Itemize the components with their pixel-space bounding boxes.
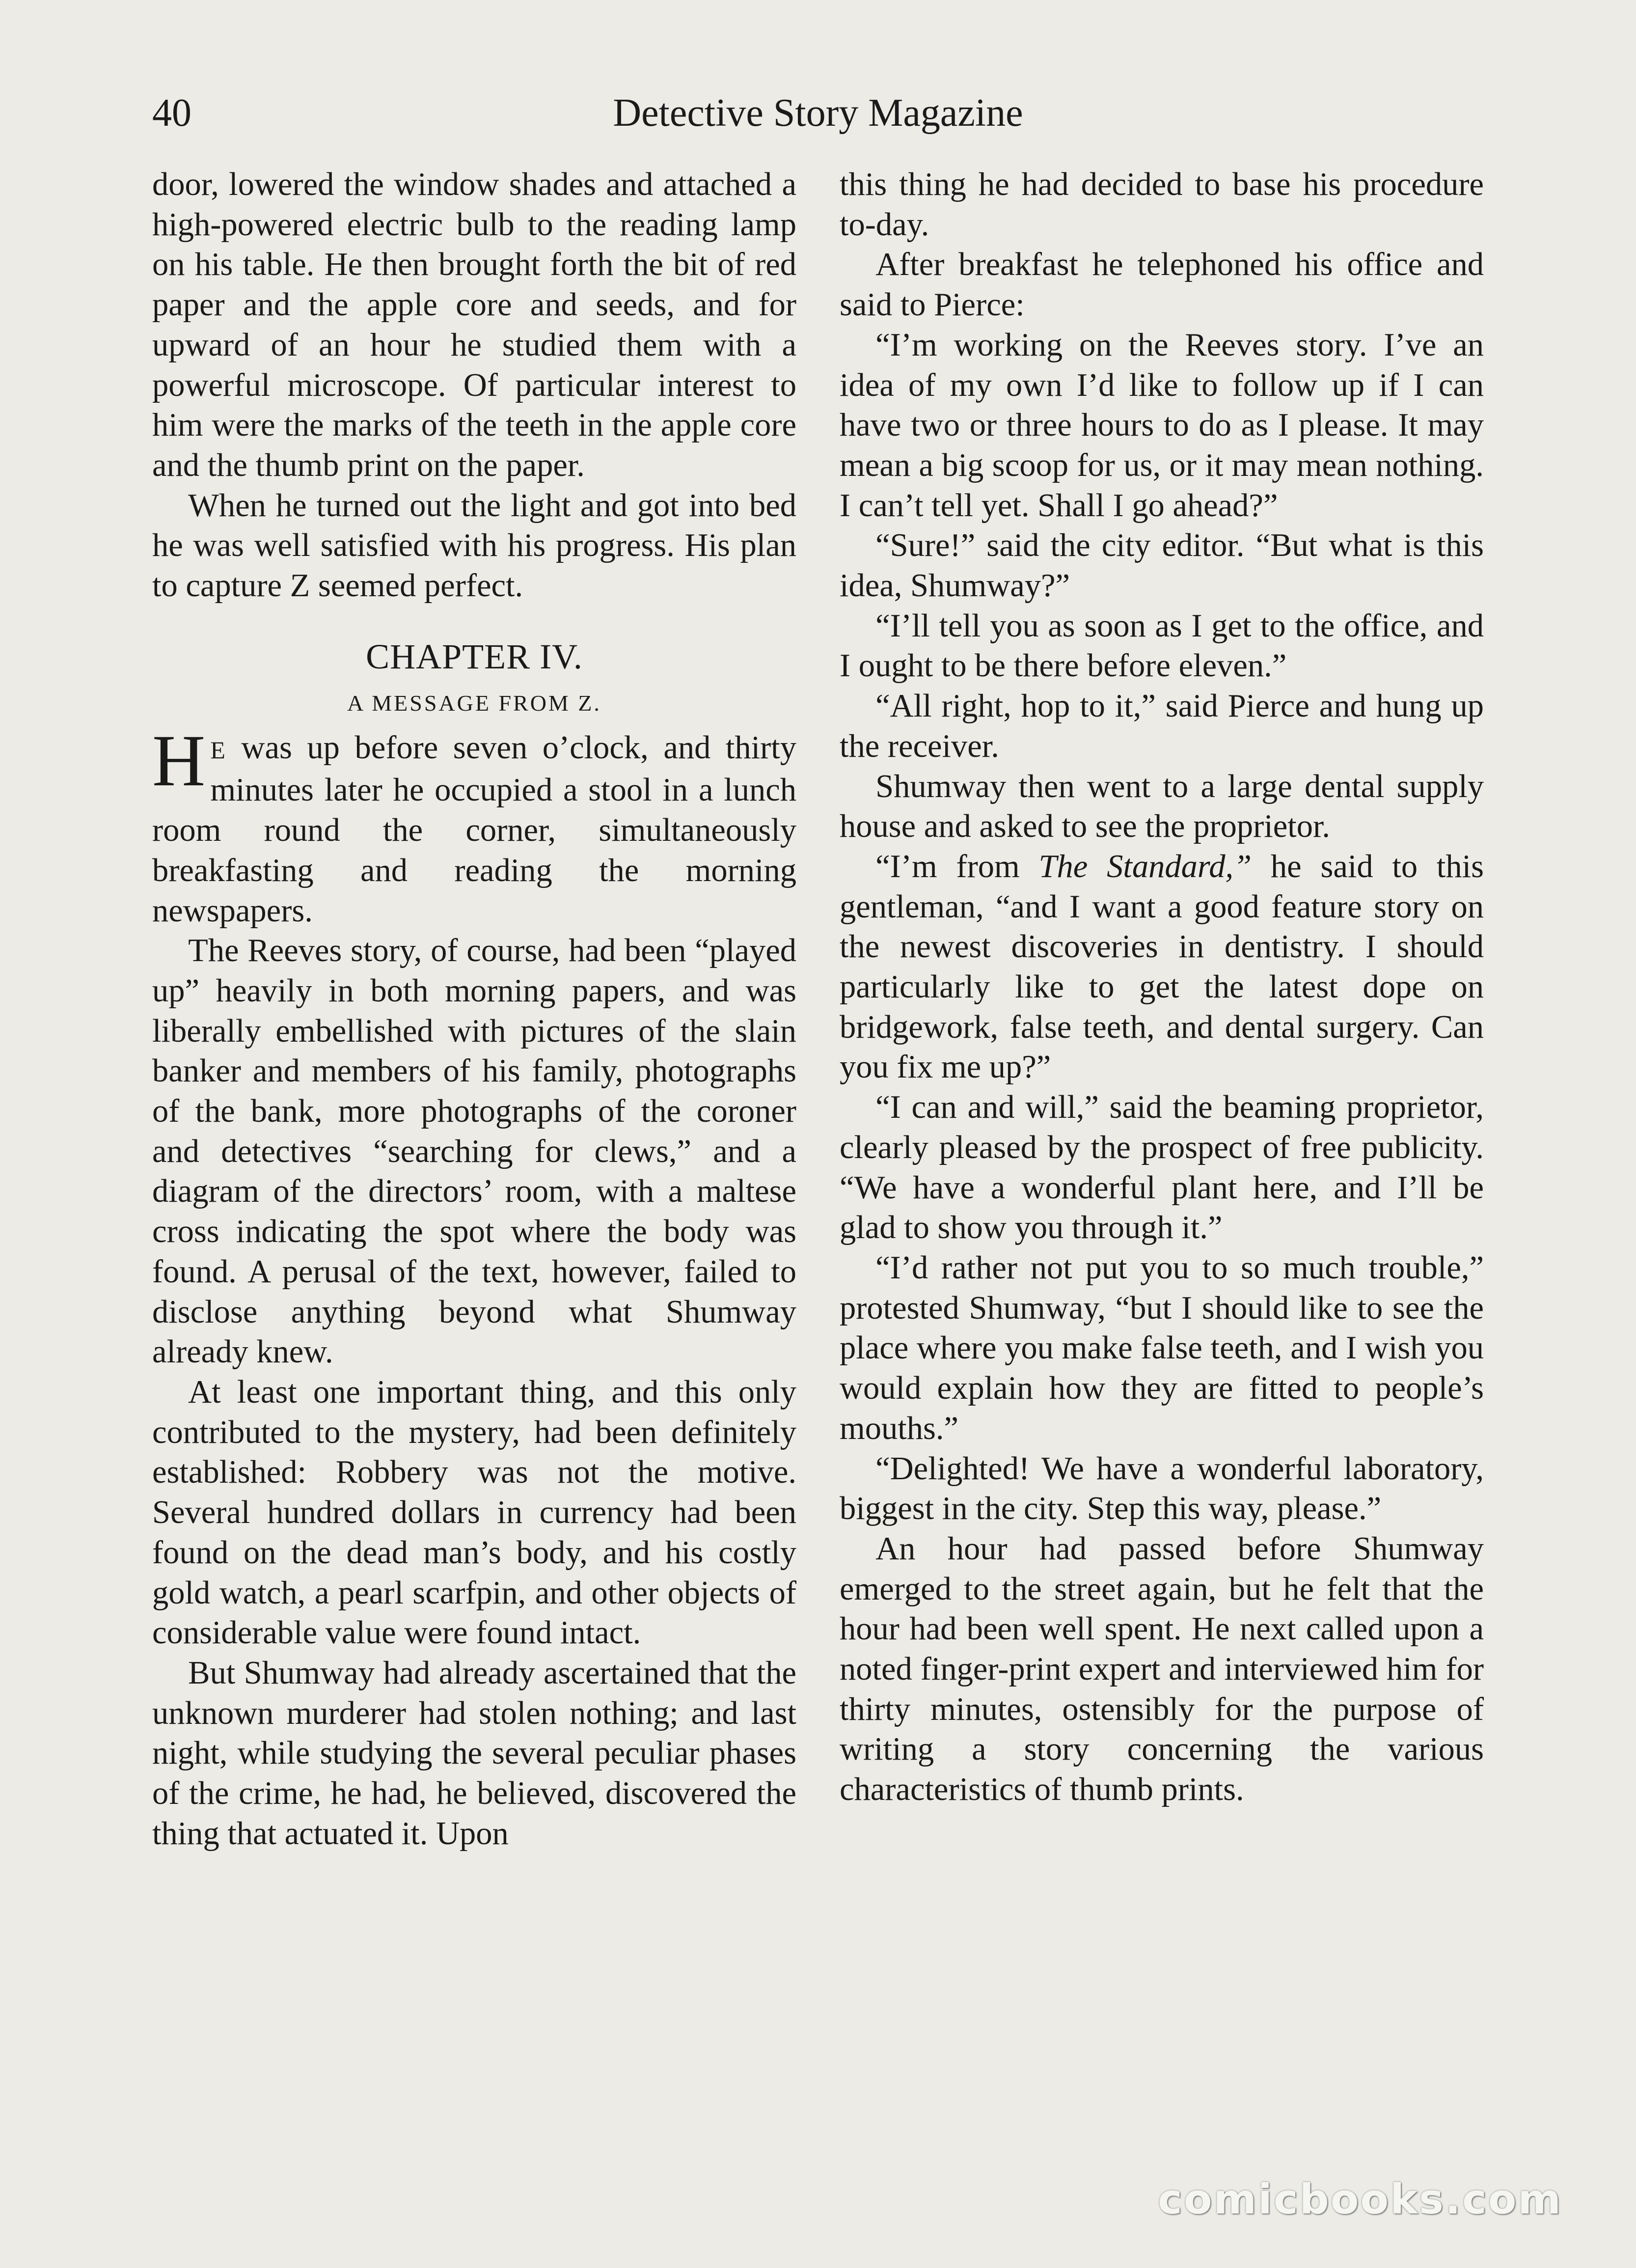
opening-small-cap: E xyxy=(210,736,226,764)
page-number: 40 xyxy=(152,91,191,135)
chapter-subtitle: A MESSAGE FROM Z. xyxy=(347,690,601,716)
paragraph: “All right, hop to it,” said Pierce and hung up the receiver. xyxy=(840,688,1484,764)
left-column xyxy=(152,165,796,1853)
paragraph: “Sure!” said the city editor. “But what is this idea, Shumway?” xyxy=(840,527,1484,604)
chapter-title: CHAPTER IV. xyxy=(366,636,583,676)
opening-paragraph xyxy=(152,719,796,931)
paragraph: After breakfast he telephoned his office and said to Pierce: xyxy=(840,247,1484,323)
paragraph: door, lowered the window shades and attached a high-powered electric bulb to the reading lamp on his table. He then brought forth the bit of red paper and the apple core and seeds, and for upward of an hour he studied them with a powerful microscope. Of particular interest to him were the marks of the teeth in the apple core and the thumb print on the paper. xyxy=(152,166,796,483)
paragraph: “I’m working on the Reeves story. I’ve an idea of my own I’d like to follow up if I can have two or three hours to do as I please. It may mean a big scoop for us, or it may mean nothing. I can’t tell yet. Shall I go ahead?” xyxy=(840,327,1484,524)
page-header xyxy=(152,83,1484,142)
paragraph: “I’d rather not put you to so much trouble,” protested Shumway, “but I should like to see the place where you make false teeth, and I wish you would explain how they are fitted to people’s mouths.” xyxy=(840,1249,1484,1446)
right-column xyxy=(840,165,1484,1810)
paragraph: “I’ll tell you as soon as I get to the office, and I ought to be there before eleven.” xyxy=(840,608,1484,684)
paragraph: An hour had passed before Shumway emerged to the street again, but he felt that the hour had been well spent. He next called upon a noted finger-print expert and interviewed him for thirty minutes, ostensibly for the purpose of writing a story concerning the various characteristics of thumb prints. xyxy=(840,1530,1484,1808)
paragraph: But Shumway had already ascertained that the unknown murderer had stolen nothing; and last night, while studying the several peculiar phases of the crime, he had, he believed, discovered the thing that actuated it. Upon xyxy=(152,1655,796,1852)
paragraph: Shumway then went to a large dental supply house and asked to see the proprietor. xyxy=(840,768,1484,845)
paragraph-text: “I’m from xyxy=(875,848,1039,885)
paragraph: At least one important thing, and this only contributed to the mystery, had been definitely established: Robbery was not the motive. Several hundred dollars in currency had been found on the dead man’s body, and his costly gold watch, a pearl scarfpin, and other objects of considerable value were found intact. xyxy=(152,1374,796,1651)
paragraph xyxy=(840,847,1484,1087)
watermark: comicbooks.com xyxy=(1158,2175,1562,2223)
paragraph: “I can and will,” said the beaming proprietor, clearly pleased by the prospect of free publicity. “We have a wonderful plant here, and I’ll be glad to show you through it.” xyxy=(840,1089,1484,1246)
paragraph: “Delighted! We have a wonderful laboratory, biggest in the city. Step this way, please.” xyxy=(840,1450,1484,1527)
newspaper-name: The Standard,” xyxy=(1038,848,1252,885)
opening-text: was up before seven o’clock, and thirty minutes later he occupied a stool in a lunch room round the corner, simultaneously breakfasting and reading the morning newspapers. xyxy=(152,729,796,929)
paragraph: The Reeves story, of course, had been “played up” heavily in both morning papers, and was liberally embellished with pictures of the slain banker and members of his family, photographs of the bank, more photographs of the coroner and detectives “searching for clews,” and a diagram of the directors’ room, with a maltese cross indicating the spot where the body was found. A perusal of the text, however, failed to disclose anything beyond what Shumway already knew. xyxy=(152,933,796,1370)
paragraph: When he turned out the light and got into bed he was well satisfied with his progress. His plan to capture Z seemed perfect. xyxy=(152,487,796,604)
paragraph-text: he said to this gentleman, “and I want a good feature story on the newest discoveries in dentistry. I should particularly like to get the latest dope on bridgework, false teeth, and dental surgery. Can you fix me up?” xyxy=(840,848,1484,1085)
drop-cap: H xyxy=(152,719,206,802)
running-title: Detective Story Magazine xyxy=(613,91,1023,135)
paragraph: this thing he had decided to base his procedure to-day. xyxy=(840,166,1484,243)
